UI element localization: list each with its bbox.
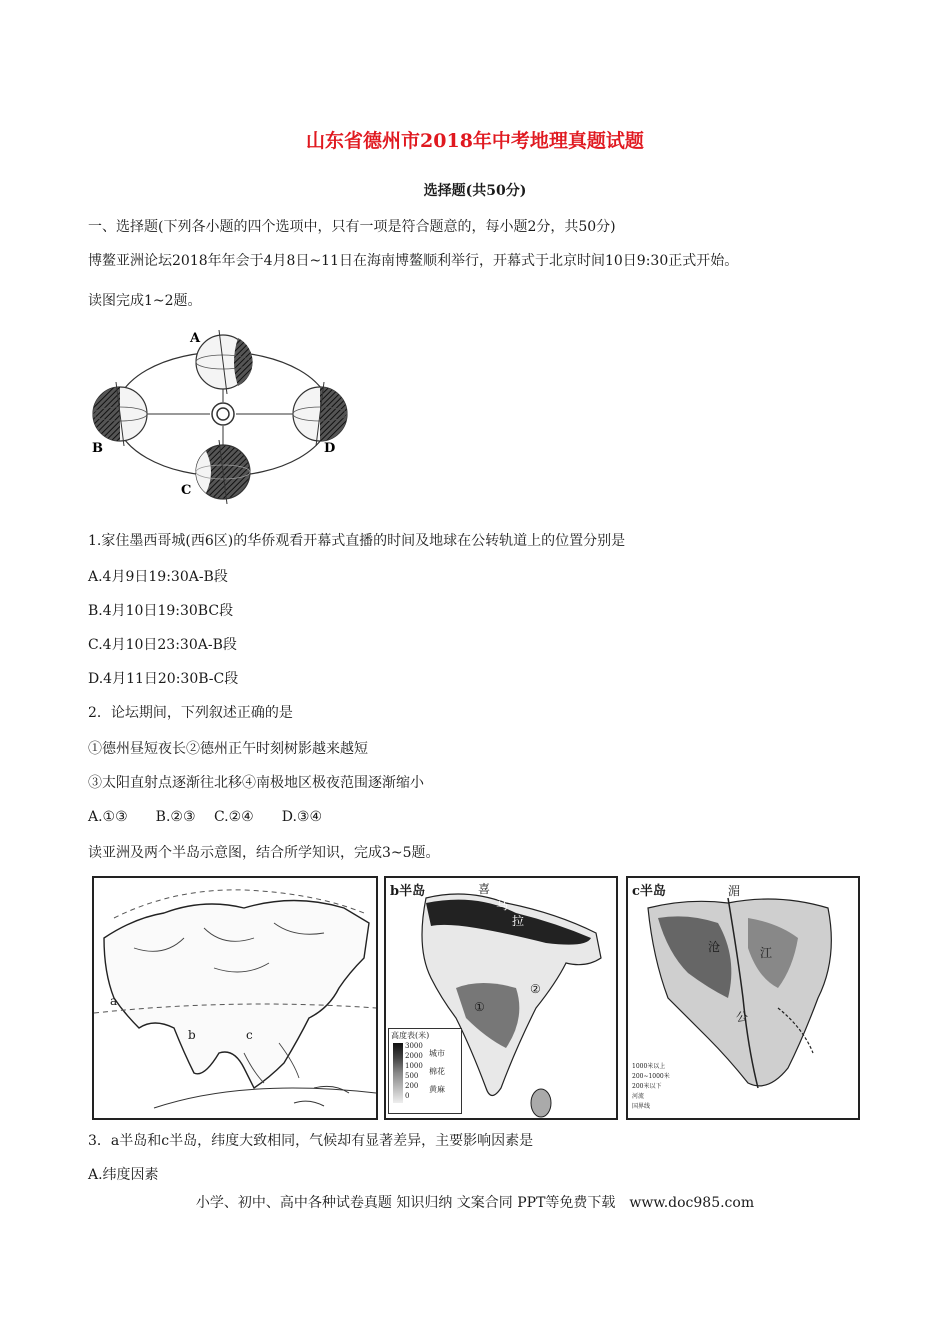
b-legend-value-5: 0 [405,1092,410,1100]
exam-title: 山东省德州市2018年中考地理真题试题 [306,130,644,152]
passage1-text: 博鳌亚洲论坛2018年年会于4月8日~11日在海南博鳌顺利举行，开幕式于北京时间10日9:30正式开始。 [88,253,739,269]
q1-option-d: D.4月11日20:30B-C段 [88,671,239,687]
page-footer: 小学、初中、高中各种试卷真题 知识归纳 文案合同 PPT等免费下载 www.doc985.com [195,1195,755,1211]
c-mark-2: 沧 [708,940,721,954]
b-map-title: b半岛 [390,884,426,899]
orbit-label-b: B [92,441,103,456]
c-map-title: c半岛 [632,884,666,899]
q1-option-a: A.4月9日19:30A-B段 [88,569,228,585]
earth-orbit-figure [88,322,358,504]
orbit-label-c: C [181,483,192,498]
passage1-prompt: 读图完成1~2题。 [88,293,202,309]
instructions-text: 一、选择题(下列各小题的四个选项中，只有一项是符合题意的，每小题2分，共50分) [88,219,616,235]
b-mark-5: ② [530,982,541,996]
asia-label-b: b [188,1028,196,1042]
b-legend-value-1: 2000 [405,1052,423,1060]
asia-map-drawing [94,878,376,1118]
b-legend-value-3: 500 [405,1072,419,1080]
earth-c-icon [196,440,250,504]
b-legend-item-0: 城市 [429,1049,445,1058]
c-peninsula-map [626,876,860,1120]
earth-d-icon [293,382,347,446]
q3-option-a: A.纬度因素 [88,1167,159,1183]
orbit-label-d: D [324,441,336,456]
c-mark-1: 湄 [728,884,741,898]
asia-label-a: a [110,994,118,1008]
c-map-legend [632,1062,670,1112]
c-legend-item-2: 200米以下 [632,1083,662,1090]
c-mark-4: 公 [736,1010,749,1024]
asia-map [92,876,378,1120]
q2-stem: 2．论坛期间，下列叙述正确的是 [88,705,293,721]
c-mark-3: 江 [760,946,773,960]
q1-option-c: C.4月10日23:30A-B段 [88,637,237,653]
b-mark-4: ① [474,1000,485,1014]
q2-statements-2: ③太阳直射点逐渐往北移④南极地区极夜范围逐渐缩小 [88,775,424,791]
b-legend-value-4: 200 [405,1082,419,1090]
b-peninsula-map [384,876,618,1120]
passage2-prompt: 读亚洲及两个半岛示意图，结合所学知识，完成3~5题。 [88,845,440,861]
q1-option-b: B.4月10日19:30BC段 [88,603,234,619]
c-legend-item-1: 200~1000米 [632,1073,670,1080]
asia-label-c: c [246,1028,253,1042]
b-legend-title: 高度表(米) [391,1031,430,1040]
b-mark-2: 马 [496,898,509,912]
orbit-label-a: A [190,331,201,346]
c-legend-item-3: 河流 [632,1093,645,1100]
q2-options: A.①③ B.②③ C.②④ D.③④ [88,809,322,825]
b-map-legend [388,1028,462,1114]
q3-stem: 3．a半岛和c半岛，纬度大致相同，气候却有显著差异，主要影响因素是 [88,1133,534,1149]
b-legend-value-2: 1000 [405,1062,423,1070]
b-legend-item-1: 棉花 [429,1067,445,1076]
section-heading: 选择题(共50分) [423,183,527,199]
b-mark-3: 拉 [512,914,525,928]
q2-statements-1: ①德州昼短夜长②德州正午时刻树影越来越短 [88,741,368,757]
earth-b-icon [93,382,147,446]
b-legend-item-2: 黄麻 [429,1085,445,1094]
c-legend-item-0: 1000米以上 [632,1063,666,1070]
b-legend-value-0: 3000 [405,1042,423,1050]
b-legend-scale [393,1043,403,1103]
earth-a-icon [196,330,253,394]
b-mark-1: 喜 [478,882,491,896]
c-legend-item-4: 国界线 [632,1103,651,1110]
q1-stem: 1.家住墨西哥城(西6区)的华侨观看开幕式直播的时间及地球在公转轨道上的位置分别是 [88,533,626,549]
